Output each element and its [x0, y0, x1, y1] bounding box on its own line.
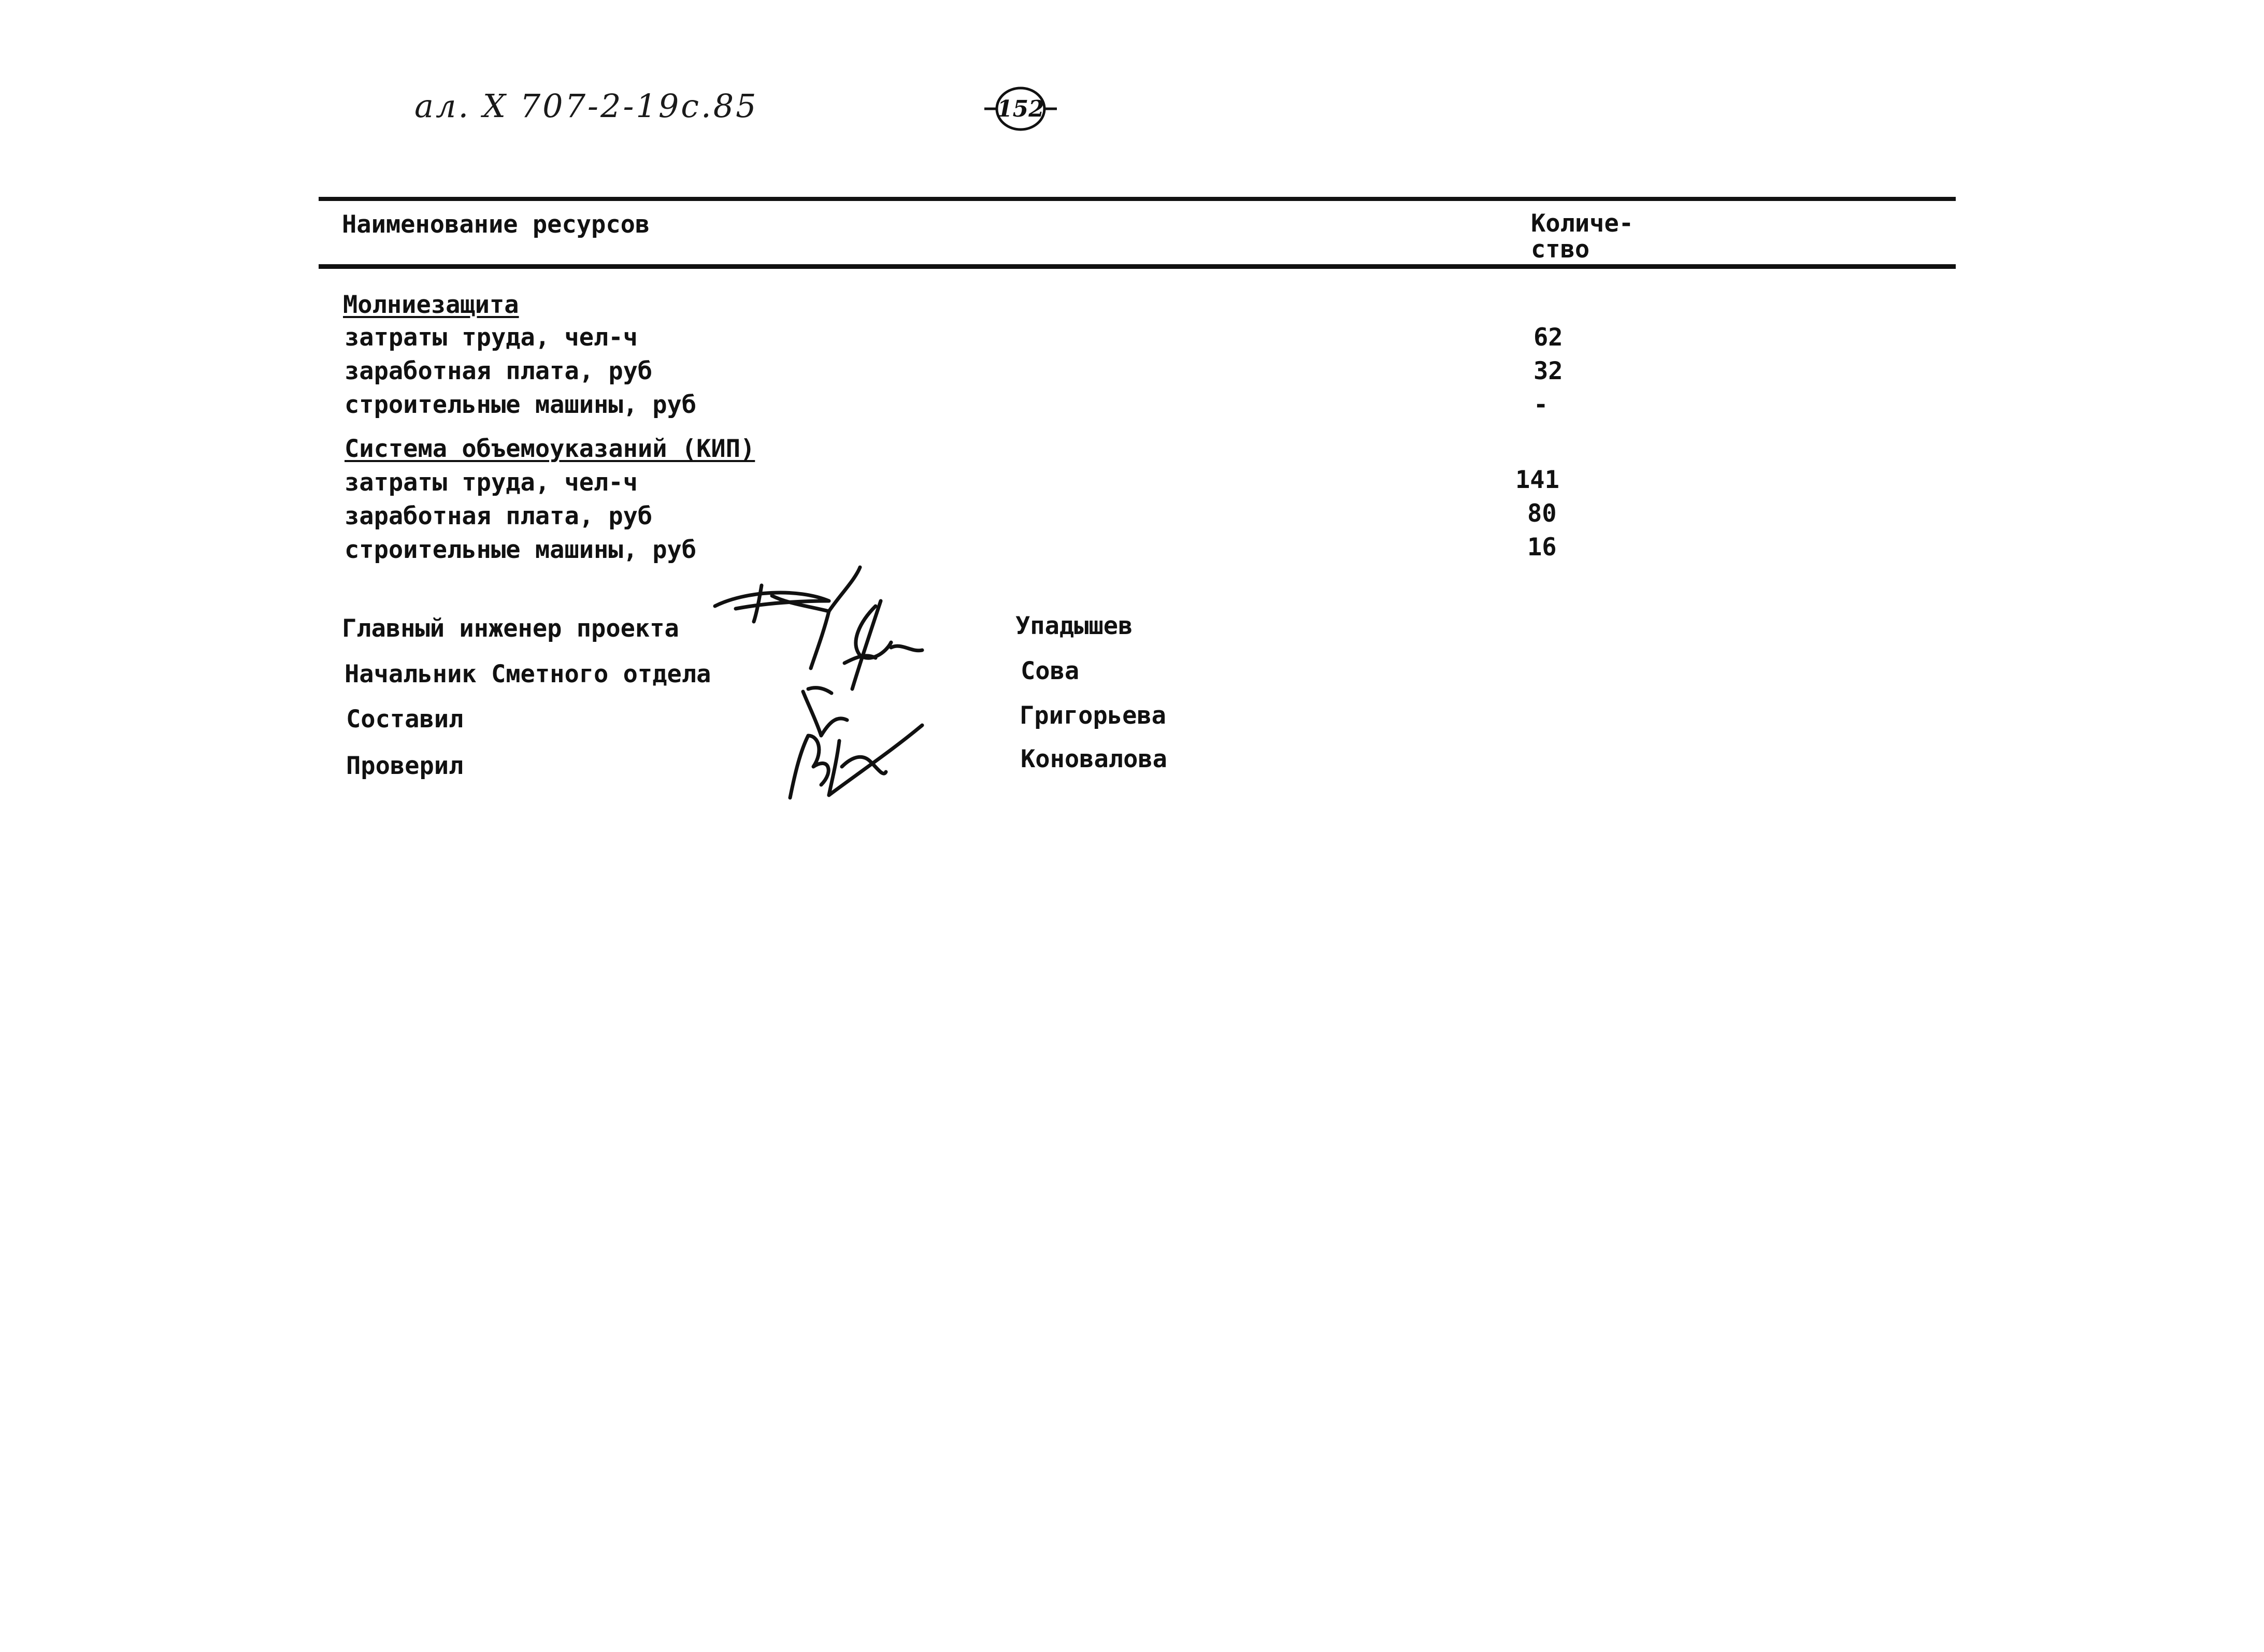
- page-number-stamp: [984, 83, 1057, 135]
- column-header-quantity-line1: Количе-: [1531, 209, 1634, 238]
- table-row-label: заработная плата, руб: [345, 502, 653, 530]
- table-row-label: затраты труда, чел-ч: [345, 323, 638, 352]
- table-row-label: заработная плата, руб: [345, 357, 653, 385]
- column-header-name: Наименование ресурсов: [342, 210, 650, 239]
- table-row-value: 32: [1534, 357, 1563, 385]
- handwritten-signatures-icon: [705, 565, 1026, 813]
- signature-role: Начальник Сметного отдела: [345, 660, 711, 688]
- table-row-label: строительные машины, руб: [345, 391, 697, 419]
- section-title: Система объемоуказаний (КИП): [345, 435, 755, 463]
- table-row-value: 80: [1527, 499, 1557, 528]
- signature-role: Проверил: [346, 752, 464, 780]
- column-header-quantity-line2: ство: [1531, 235, 1590, 264]
- table-row-value: -: [1534, 391, 1549, 419]
- table-row-value: 141: [1515, 466, 1559, 494]
- signature-name: Григорьева: [1020, 701, 1166, 730]
- table-row-value: 16: [1527, 533, 1557, 562]
- section-title: Молниезащита: [343, 291, 519, 319]
- document-reference: ал. X 707-2-19с.85: [414, 87, 758, 125]
- table-row-label: затраты труда, чел-ч: [345, 468, 638, 497]
- signature-name: Сова: [1021, 657, 1080, 685]
- signature-name: Упадышев: [1015, 612, 1133, 640]
- table-row-label: строительные машины, руб: [345, 536, 697, 564]
- signature-name: Коновалова: [1021, 745, 1167, 773]
- table-row-value: 62: [1534, 323, 1563, 352]
- signature-role: Составил: [346, 705, 464, 734]
- signature-role: Главный инженер проекта: [342, 614, 679, 643]
- table-top-rule: [319, 197, 1956, 201]
- page-number: 152: [997, 95, 1044, 122]
- table-header-rule: [319, 264, 1956, 269]
